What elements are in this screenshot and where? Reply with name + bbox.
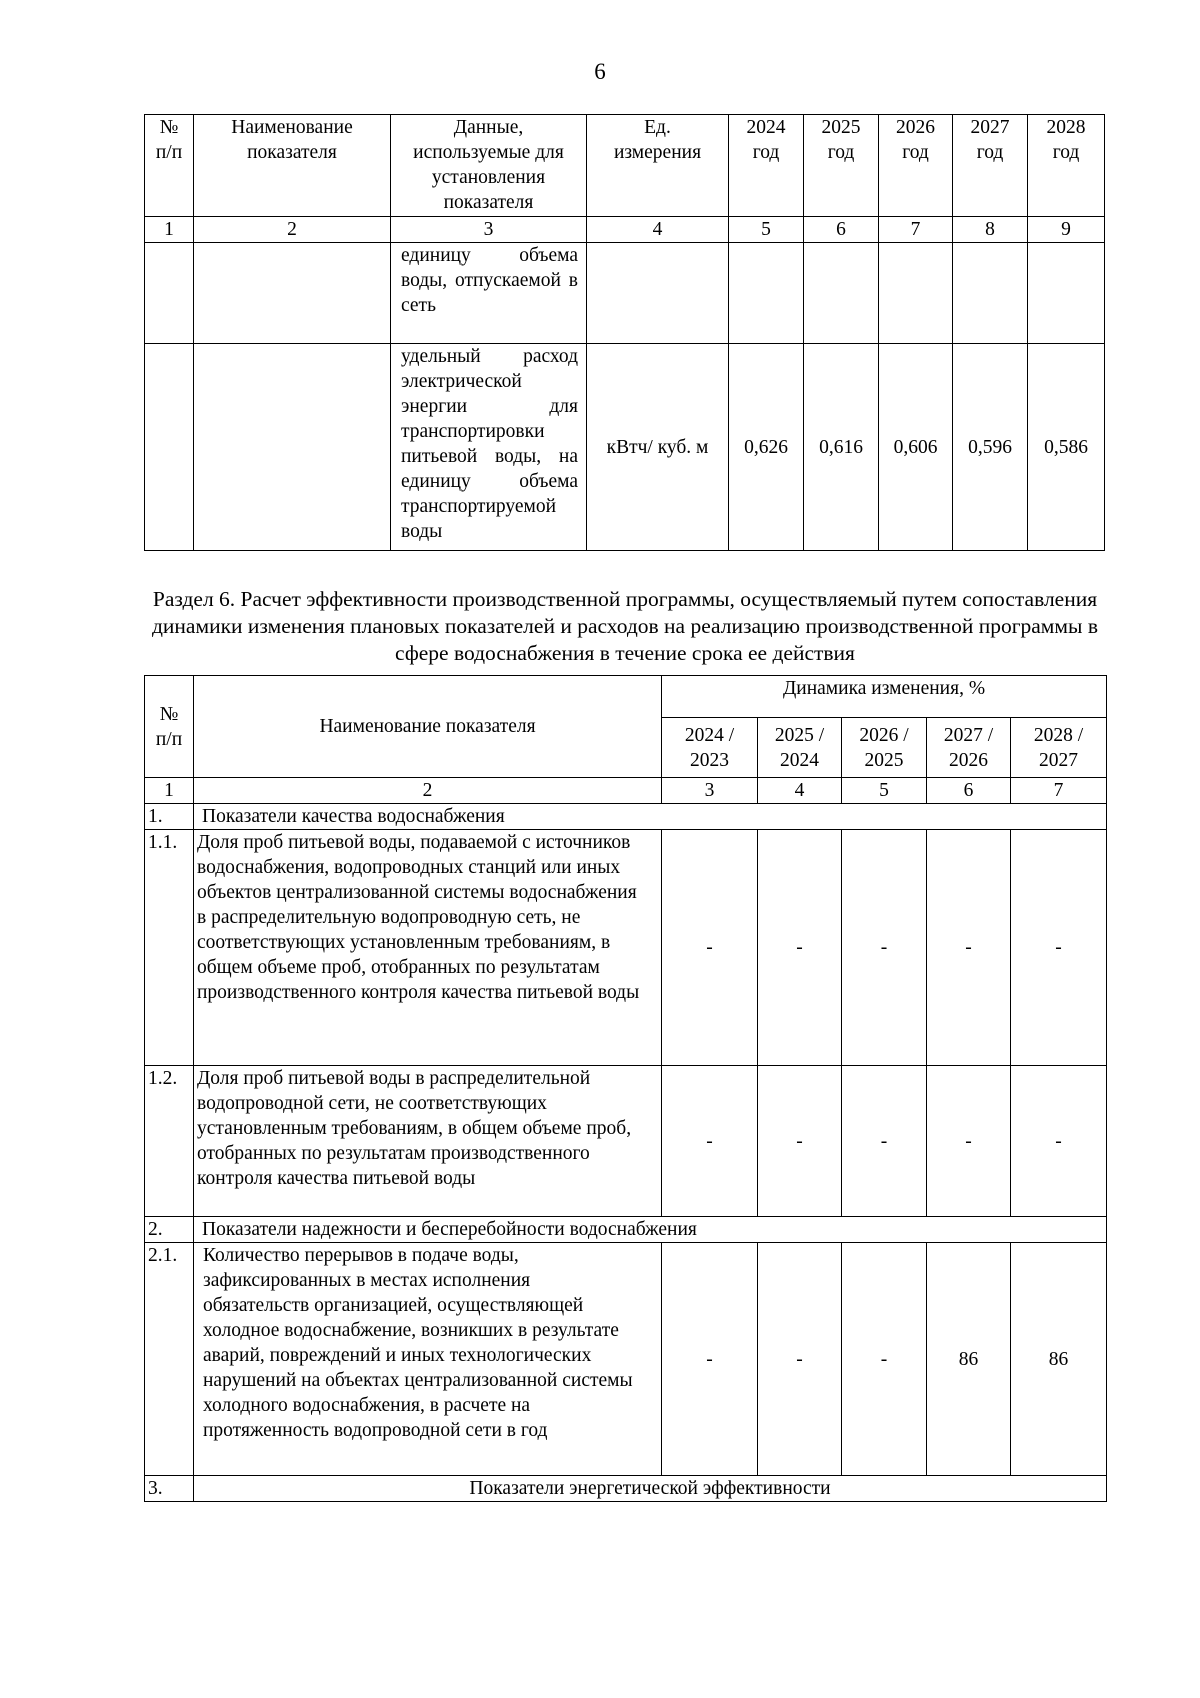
table1-header-cell: 2024 год [729,115,804,217]
table1-header-cell: 2026 год [879,115,953,217]
column-number: 2 [194,778,662,804]
row-number: 3. [145,1476,194,1502]
table2-period: 2024 / 2023 [662,718,758,778]
section-title: Показатели качества водоснабжения [194,804,1107,830]
table2-header-name: Наименование показателя [194,676,662,778]
row-number: 2. [145,1217,194,1243]
table2-row [145,1066,1107,1217]
table1-row2-unit: кВтч/ куб. м [587,344,729,551]
table2-row [145,830,1107,1066]
dynamics-value: - [662,830,758,1066]
table1-row2-text: удельный расход электрической энергии для транспортировки питьевой воды, на единицу объема транспортируемой воды [391,344,587,551]
column-number: 1 [145,778,194,804]
table1-header-cell: 2027 год [953,115,1028,217]
indicator-name: Количество перерывов в подаче воды, зафиксированных в местах исполнения обязательств организацией, осуществляющей холодное водоснабжение, возникших в результате аварий, повреждений и иных технологических нарушений на объектах централизованной системы холодного водоснабжения, в расчете на протяженность водопроводной сети в год [194,1243,662,1476]
indicator-name: Доля проб питьевой воды в распределительной водопроводной сети, не соответствующих установленным требованиям, в общем объеме проб, отобранных по результатам производственного контроля качества питьевой воды [194,1066,662,1217]
dynamics-value: - [758,1243,842,1476]
table2-header-num: № п/п [145,676,194,778]
table1-header-cell: Наименование показателя [194,115,391,217]
table1-value: 0,606 [879,344,953,551]
dynamics-value: - [758,1066,842,1217]
column-number: 6 [804,217,879,243]
table1-value: 0,596 [953,344,1028,551]
table1-value: 0,586 [1028,344,1105,551]
table2-section-row [145,1476,1107,1502]
dynamics-value: - [1011,830,1107,1066]
dynamics-value: - [927,830,1011,1066]
table1-cell [953,243,1028,344]
row-number: 1.2. [145,1066,194,1217]
table2-section-row [145,804,1107,830]
table2-column-numbers-row [145,778,1107,804]
column-number: 2 [194,217,391,243]
table1-row [145,344,1105,551]
table2-header-dynamics: Динамика изменения, % [662,676,1107,718]
table1-header-cell: Данные, используемые для установления показателя [391,115,587,217]
column-number: 3 [662,778,758,804]
table2-period: 2026 / 2025 [842,718,927,778]
section-title: Показатели надежности и бесперебойности водоснабжения [194,1217,1107,1243]
dynamics-value: - [927,1066,1011,1217]
column-number: 7 [879,217,953,243]
table2-period: 2028 / 2027 [1011,718,1107,778]
table2-period: 2025 / 2024 [758,718,842,778]
table1-header-row [145,115,1105,217]
column-number: 6 [927,778,1011,804]
table1-header-cell: № п/п [145,115,194,217]
dynamics-value: - [842,830,927,1066]
efficiency-table [144,675,1107,1502]
dynamics-value: - [842,1243,927,1476]
dynamics-value: - [1011,1066,1107,1217]
table2-header-row [145,676,1107,718]
column-number: 8 [953,217,1028,243]
dynamics-value: - [842,1066,927,1217]
table2-row [145,1243,1107,1476]
section-caption: Раздел 6. Расчет эффективности производственной программы, осуществляемый путем сопоставления динамики изменения плановых показателей и расходов на реализацию производственной программы в сфере водоснабжения в течение срока ее действия [151,587,1098,665]
table1-cell [145,243,194,344]
table1-cell [194,344,391,551]
table1-cell [587,243,729,344]
column-number: 9 [1028,217,1105,243]
table1-cell [729,243,804,344]
section-title: Показатели энергетической эффективности [194,1476,1107,1502]
column-number: 5 [729,217,804,243]
row-number: 1.1. [145,830,194,1066]
row-number: 1. [145,804,194,830]
table1-cell [194,243,391,344]
table1-cell [879,243,953,344]
table1-cell [145,344,194,551]
table1-cell [1028,243,1105,344]
table1-cell [804,243,879,344]
table1-row [145,243,1105,344]
table2-section-row [145,1217,1107,1243]
indicator-name: Доля проб питьевой воды, подаваемой с источников водоснабжения, водопроводных станций или иных объектов централизованной системы водоснабжения в распределительную водопроводную сеть, не соответствующих установленным требованиям, в общем объеме проб, отобранных по результатам производственного контроля качества питьевой воды [194,830,662,1066]
column-number: 3 [391,217,587,243]
table1-header-cell: 2028 год [1028,115,1105,217]
table2-period: 2027 / 2026 [927,718,1011,778]
table1-row1-text: единицу объема воды, отпускаемой в сеть [391,243,587,344]
dynamics-value: - [662,1243,758,1476]
page-number: 6 [594,59,606,84]
table1-value: 0,626 [729,344,804,551]
column-number: 5 [842,778,927,804]
dynamics-value: 86 [1011,1243,1107,1476]
table1-header-cell: Ед. измерения [587,115,729,217]
row-number: 2.1. [145,1243,194,1476]
column-number: 4 [758,778,842,804]
column-number: 7 [1011,778,1107,804]
table1-column-numbers-row [145,217,1105,243]
dynamics-value: - [758,830,842,1066]
dynamics-value: - [662,1066,758,1217]
table1-header-cell: 2025 год [804,115,879,217]
column-number: 1 [145,217,194,243]
table1-value: 0,616 [804,344,879,551]
indicators-table [144,114,1105,551]
dynamics-value: 86 [927,1243,1011,1476]
column-number: 4 [587,217,729,243]
